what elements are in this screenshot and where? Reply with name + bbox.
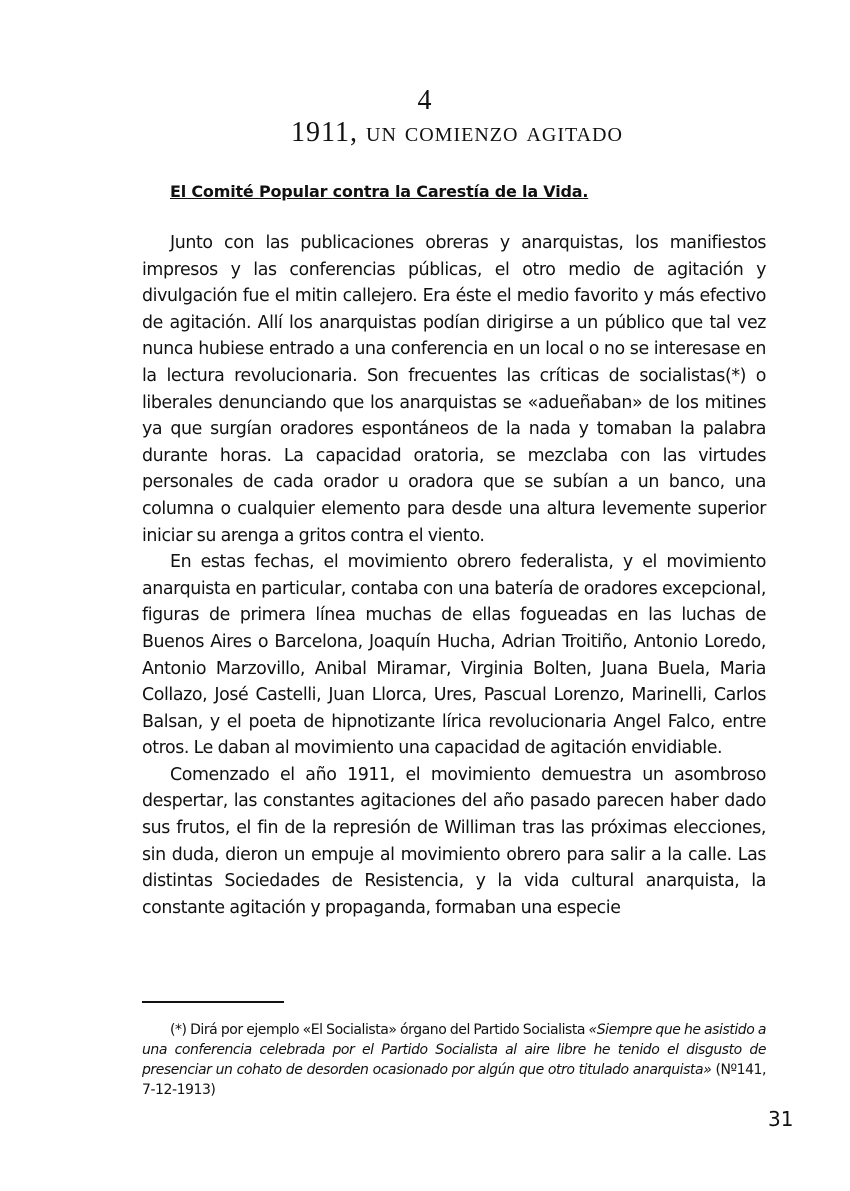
paragraph: Junto con las publicaciones obreras y anarquistas, los manifiestos impresos y las conferencias públicas, el otro medio de agitación y divulgación fue el mitin callejero. Era éste el medio favorito y más efectivo de agitación. Allí los anarquistas podían dirigirse a un público que tal vez nunca hubiese entrado a una conferencia en un local o no se interesase en la lectura revolucionaria. Son frecuentes las críticas de socialistas(*) o liberales denunciando que los anarquistas se «adueñaban» de los mitines ya que surgían oradores espontáneos de la nada y tomaban la palabra durante horas. La capacidad oratoria, se mezclaba con las virtudes personales de cada orador u oradora que se subían a un banco, una columna o cualquier elemento para desde una altura levemente superior iniciar su arenga a gritos contra el viento. xyxy=(142,233,766,546)
footnote-paragraph xyxy=(142,1020,766,1100)
footnote-quote: «Siempre que he asistido a una conferencia celebrada por el Partido Socialista al aire libre he tenido el disgusto de presenciar un cohato de desorden ocasionado por algún que otro titulado anarquista» xyxy=(142,1022,766,1078)
chapter-title: 1911, un comienzo agitado xyxy=(291,117,623,148)
paragraph: En estas fechas, el movimiento obrero federalista, y el movimiento anarquista en particular, contaba con una batería de oradores excepcional, figuras de primera línea muchas de ellas fogueadas en las luchas de Buenos Aires o Barcelona, Joaquín Hucha, Adrian Troitiño, Antonio Loredo, Antonio Marzovillo, Anibal Miramar, Virginia Bolten, Juana Buela, Maria Collazo, José Castelli, Juan Llorca, Ures, Pascual Lorenzo, Marinelli, Carlos Balsan, y el poeta de hipnotizante lírica revolucionaria Angel Falco, entre otros. Le daban al movimiento una capacidad de agitación envidiable. xyxy=(142,552,766,759)
page-number: 31 xyxy=(768,1107,794,1131)
footnote xyxy=(142,1020,766,1100)
footnote-separator xyxy=(142,1001,284,1003)
section-heading: El Comité Popular contra la Carestía de la Vida. xyxy=(170,182,589,201)
footnote-citation: (Nº141, 7-12-1913) xyxy=(142,1062,766,1098)
footnote-intro: (*) Dirá por ejemplo «El Socialista» órgano del Partido Socialista xyxy=(170,1022,589,1038)
body-text xyxy=(142,230,766,921)
chapter-number: 4 xyxy=(417,85,433,116)
paragraph: Comenzado el año 1911, el movimiento demuestra un asombroso despertar, las constantes agitaciones del año pasado parecen haber dado sus frutos, el fin de la represión de Williman tras las próximas elecciones, sin duda, dieron un empuje al movimiento obrero para salir a la calle. Las distintas Sociedades de Resistencia, y la vida cultural anarquista, la constante agitación y propaganda, formaban una especie xyxy=(142,764,766,918)
